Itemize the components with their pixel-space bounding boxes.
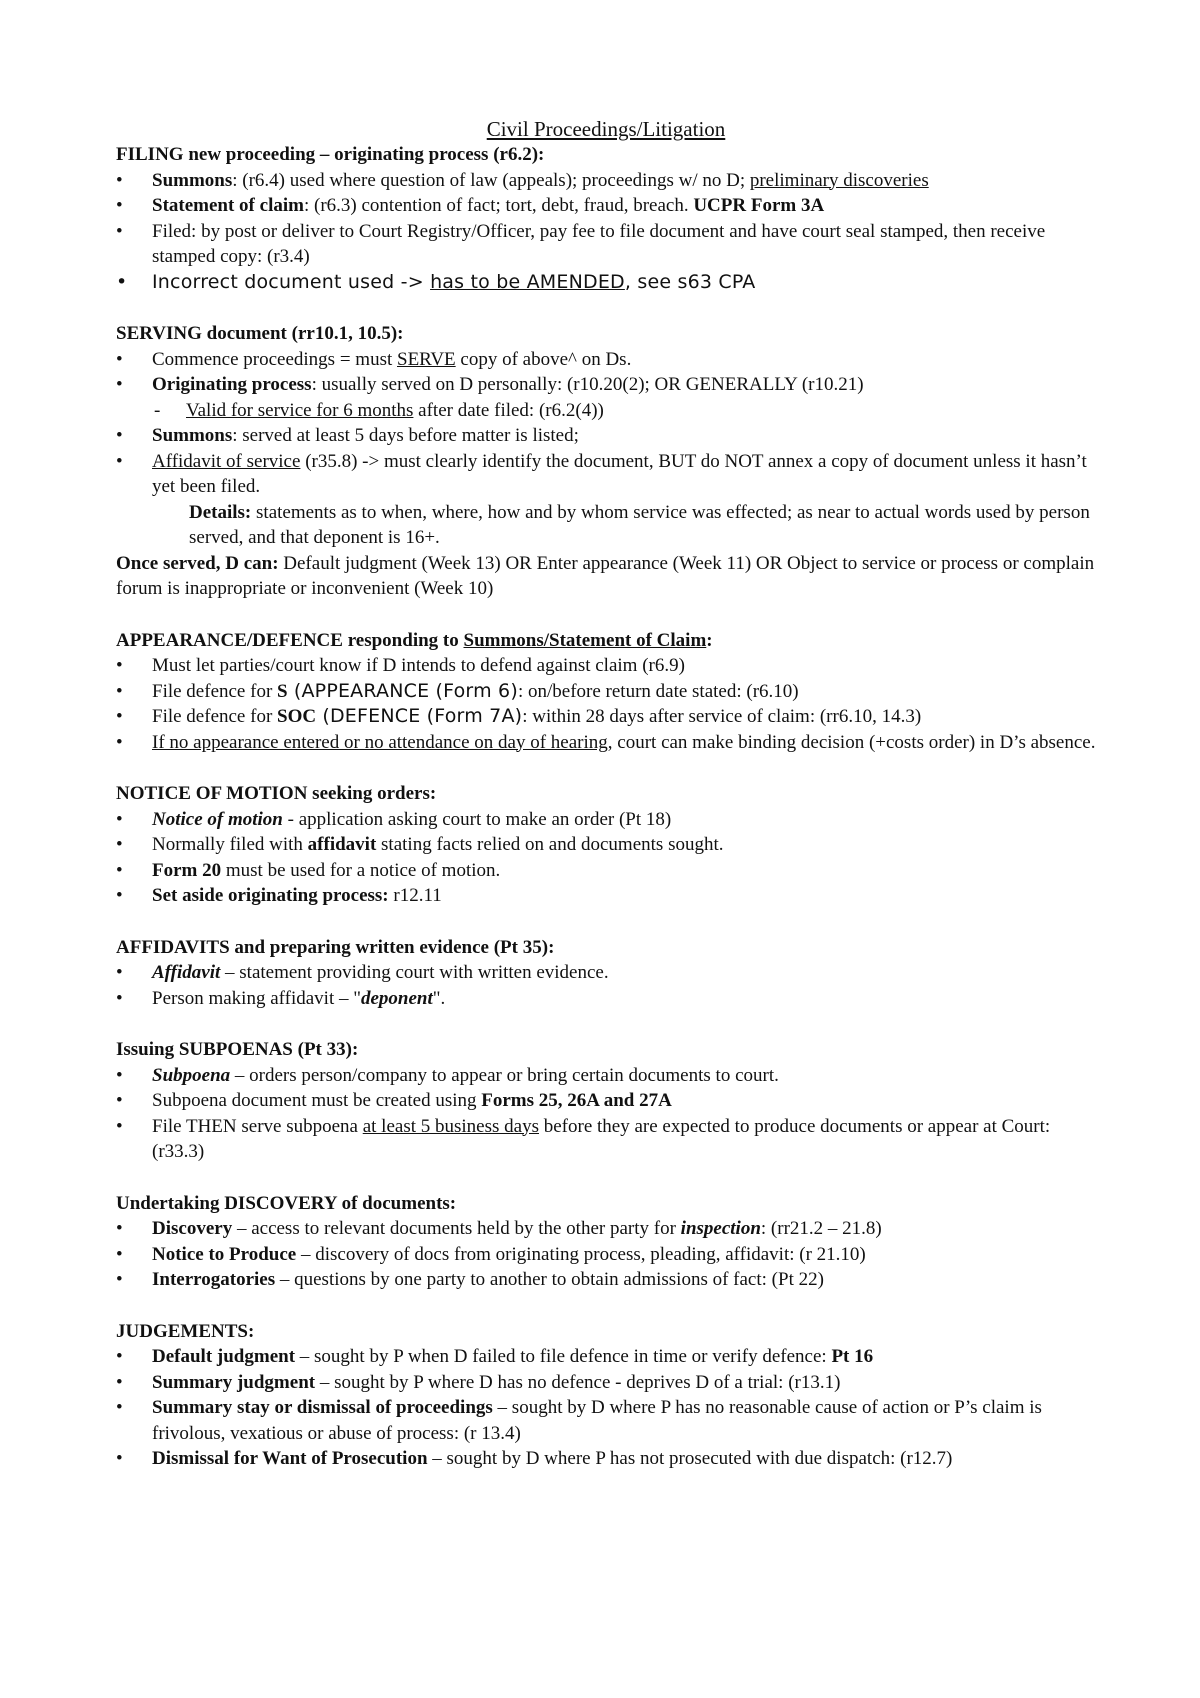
dash-icon: -	[154, 399, 161, 421]
bullet-list	[116, 168, 1096, 296]
section-affidavits	[116, 935, 1096, 1012]
bullet-icon: •	[116, 1064, 123, 1086]
bullet-icon: •	[116, 169, 123, 191]
bullet-icon: •	[116, 808, 123, 830]
list-item: • Summary stay or dismissal of proceedings – sought by D where P has no reasonable cause of action or P’s claim is frivolous, vexatious or abuse of process: (r 13.4)	[116, 1397, 1042, 1444]
section-discovery	[116, 1191, 1096, 1293]
section-motion	[116, 781, 1096, 909]
list-item: • If no appearance entered or no attendance on day of hearing, court can make binding decision (+costs order) in D’s absence.	[116, 730, 1096, 756]
bullet-icon: •	[116, 1243, 123, 1265]
section-heading: FILING new proceeding – originating process (r6.2):	[116, 144, 545, 165]
list-item: • Statement of claim: (r6.3) contention of fact; tort, debt, fraud, breach. UCPR Form 3A	[116, 193, 1096, 219]
section-heading: SERVING document (rr10.1, 10.5):	[116, 323, 404, 344]
section-judgements	[116, 1319, 1096, 1472]
list-item: • Notice to Produce – discovery of docs from originating process, pleading, affidavit: (r 21.10)	[116, 1242, 1096, 1268]
bullet-icon: •	[116, 374, 123, 395]
bullet-list	[116, 1344, 1096, 1472]
bullet-icon: •	[116, 680, 123, 702]
list-item: • File defence for S (APPEARANCE (Form 6): on/before return date stated: (r6.10)	[116, 679, 1096, 705]
list-item: • File defence for SOC (DEFENCE (Form 7A): within 28 days after service of claim: (rr6.10, 14.3)	[116, 704, 1096, 730]
list-item: • File THEN serve subpoena at least 5 business days before they are expected to produce documents or appear at Court: (r33.3)	[116, 1115, 1051, 1162]
bullet-icon: •	[116, 1090, 123, 1111]
list-item: • Commence proceedings = must SERVE copy of above^ on Ds.	[116, 347, 1096, 373]
bullet-icon: •	[116, 1218, 123, 1239]
bullet-list	[116, 1063, 1096, 1165]
bullet-list	[116, 807, 1096, 909]
bullet-icon: •	[116, 450, 123, 472]
bullet-icon: •	[116, 962, 123, 983]
list-item: • Affidavit – statement providing court with written evidence.	[116, 960, 1096, 986]
once-served-paragraph: Once served, D can: Default judgment (Week 13) OR Enter appearance (Week 11) OR Object to service or process or complain forum is inappropriate or inconvenient (Week 10)	[116, 552, 1095, 599]
list-item: • Set aside originating process: r12.11	[116, 883, 1096, 909]
bullet-icon: •	[116, 1115, 123, 1137]
list-item: • Summons: (r6.4) used where question of law (appeals); proceedings w/ no D; preliminary discoveries	[116, 168, 1096, 194]
bullet-icon: •	[116, 270, 128, 293]
section-filing	[116, 142, 1096, 295]
section-subpoenas	[116, 1037, 1096, 1165]
list-item: - Valid for service for 6 months after date filed: (r6.2(4))	[116, 398, 1096, 424]
bullet-icon: •	[116, 195, 123, 216]
bullet-list	[116, 960, 1096, 1011]
list-item: • Discovery – access to relevant documents held by the other party for inspection: (rr21.2 – 21.8)	[116, 1216, 1096, 1242]
details-paragraph: Details: statements as to when, where, how and by whom service was effected; as near to actual words used by person served, and that deponent is 16+.	[189, 501, 1090, 548]
bullet-icon: •	[116, 885, 123, 906]
list-item: • Summons: served at least 5 days before matter is listed;	[116, 423, 1096, 449]
list-item: • Subpoena document must be created using Forms 25, 26A and 27A	[116, 1088, 1096, 1114]
list-item: • Form 20 must be used for a notice of motion.	[116, 858, 1096, 884]
list-item: • Filed: by post or deliver to Court Registry/Officer, pay fee to file document and have court seal stamped, then receive stamped copy: (r3.4)	[116, 220, 1046, 267]
list-item: • Subpoena – orders person/company to appear or bring certain documents to court.	[116, 1063, 1096, 1089]
bullet-icon: •	[116, 859, 123, 881]
bullet-icon: •	[116, 1346, 123, 1367]
section-heading: AFFIDAVITS and preparing written evidence (Pt 35):	[116, 936, 555, 958]
bullet-icon: •	[116, 1397, 123, 1418]
list-item: • Notice of motion - application asking court to make an order (Pt 18)	[116, 807, 1096, 833]
bullet-list	[116, 1216, 1096, 1293]
bullet-icon: •	[116, 220, 123, 242]
section-serving	[116, 321, 1096, 602]
list-item: • Must let parties/court know if D intends to defend against claim (r6.9)	[116, 653, 1096, 679]
bullet-icon: •	[116, 1371, 123, 1393]
bullet-icon: •	[116, 425, 123, 446]
section-heading: JUDGEMENTS:	[116, 1320, 255, 1342]
page-title: Civil Proceedings/Litigation	[486, 117, 726, 141]
list-item: • Incorrect document used -> has to be AMENDED, see s63 CPA	[116, 270, 1096, 296]
bullet-icon: •	[116, 987, 123, 1009]
bullet-icon: •	[116, 834, 123, 855]
bullet-icon: •	[116, 1269, 123, 1290]
list-item: • Person making affidavit – "deponent".	[116, 986, 1096, 1012]
section-appearance	[116, 628, 1096, 756]
list-item: • Summary judgment – sought by P where D has no defence - deprives D of a trial: (r13.1)	[116, 1370, 1096, 1396]
section-heading: APPEARANCE/DEFENCE responding to Summons/Statement of Claim:	[116, 629, 713, 651]
bullet-icon: •	[116, 348, 123, 370]
bullet-icon: •	[116, 1448, 123, 1469]
bullet-icon: •	[116, 706, 123, 727]
list-item: • Dismissal for Want of Prosecution – sought by D where P has not prosecuted with due dispatch: (r12.7)	[116, 1446, 1096, 1472]
list-item: • Affidavit of service (r35.8) -> must clearly identify the document, BUT do NOT annex a copy of document unless it hasn’t yet been filed.	[116, 450, 1087, 497]
section-heading: Issuing SUBPOENAS (Pt 33):	[116, 1039, 359, 1060]
list-item: • Default judgment – sought by P when D failed to file defence in time or verify defence: Pt 16	[116, 1344, 1096, 1370]
list-item: • Normally filed with affidavit stating facts relied on and documents sought.	[116, 832, 1096, 858]
section-heading: Undertaking DISCOVERY of documents:	[116, 1192, 457, 1214]
document-body	[116, 116, 1096, 1472]
list-item: • Originating process: usually served on D personally: (r10.20(2); OR GENERALLY (r10.21)	[116, 372, 1096, 398]
bullet-icon: •	[116, 655, 123, 676]
section-heading: NOTICE OF MOTION seeking orders:	[116, 783, 437, 804]
bullet-icon: •	[116, 731, 123, 753]
bullet-list	[116, 347, 1096, 500]
bullet-list	[116, 653, 1096, 755]
list-item: • Interrogatories – questions by one party to another to obtain admissions of fact: (Pt 22)	[116, 1267, 1096, 1293]
